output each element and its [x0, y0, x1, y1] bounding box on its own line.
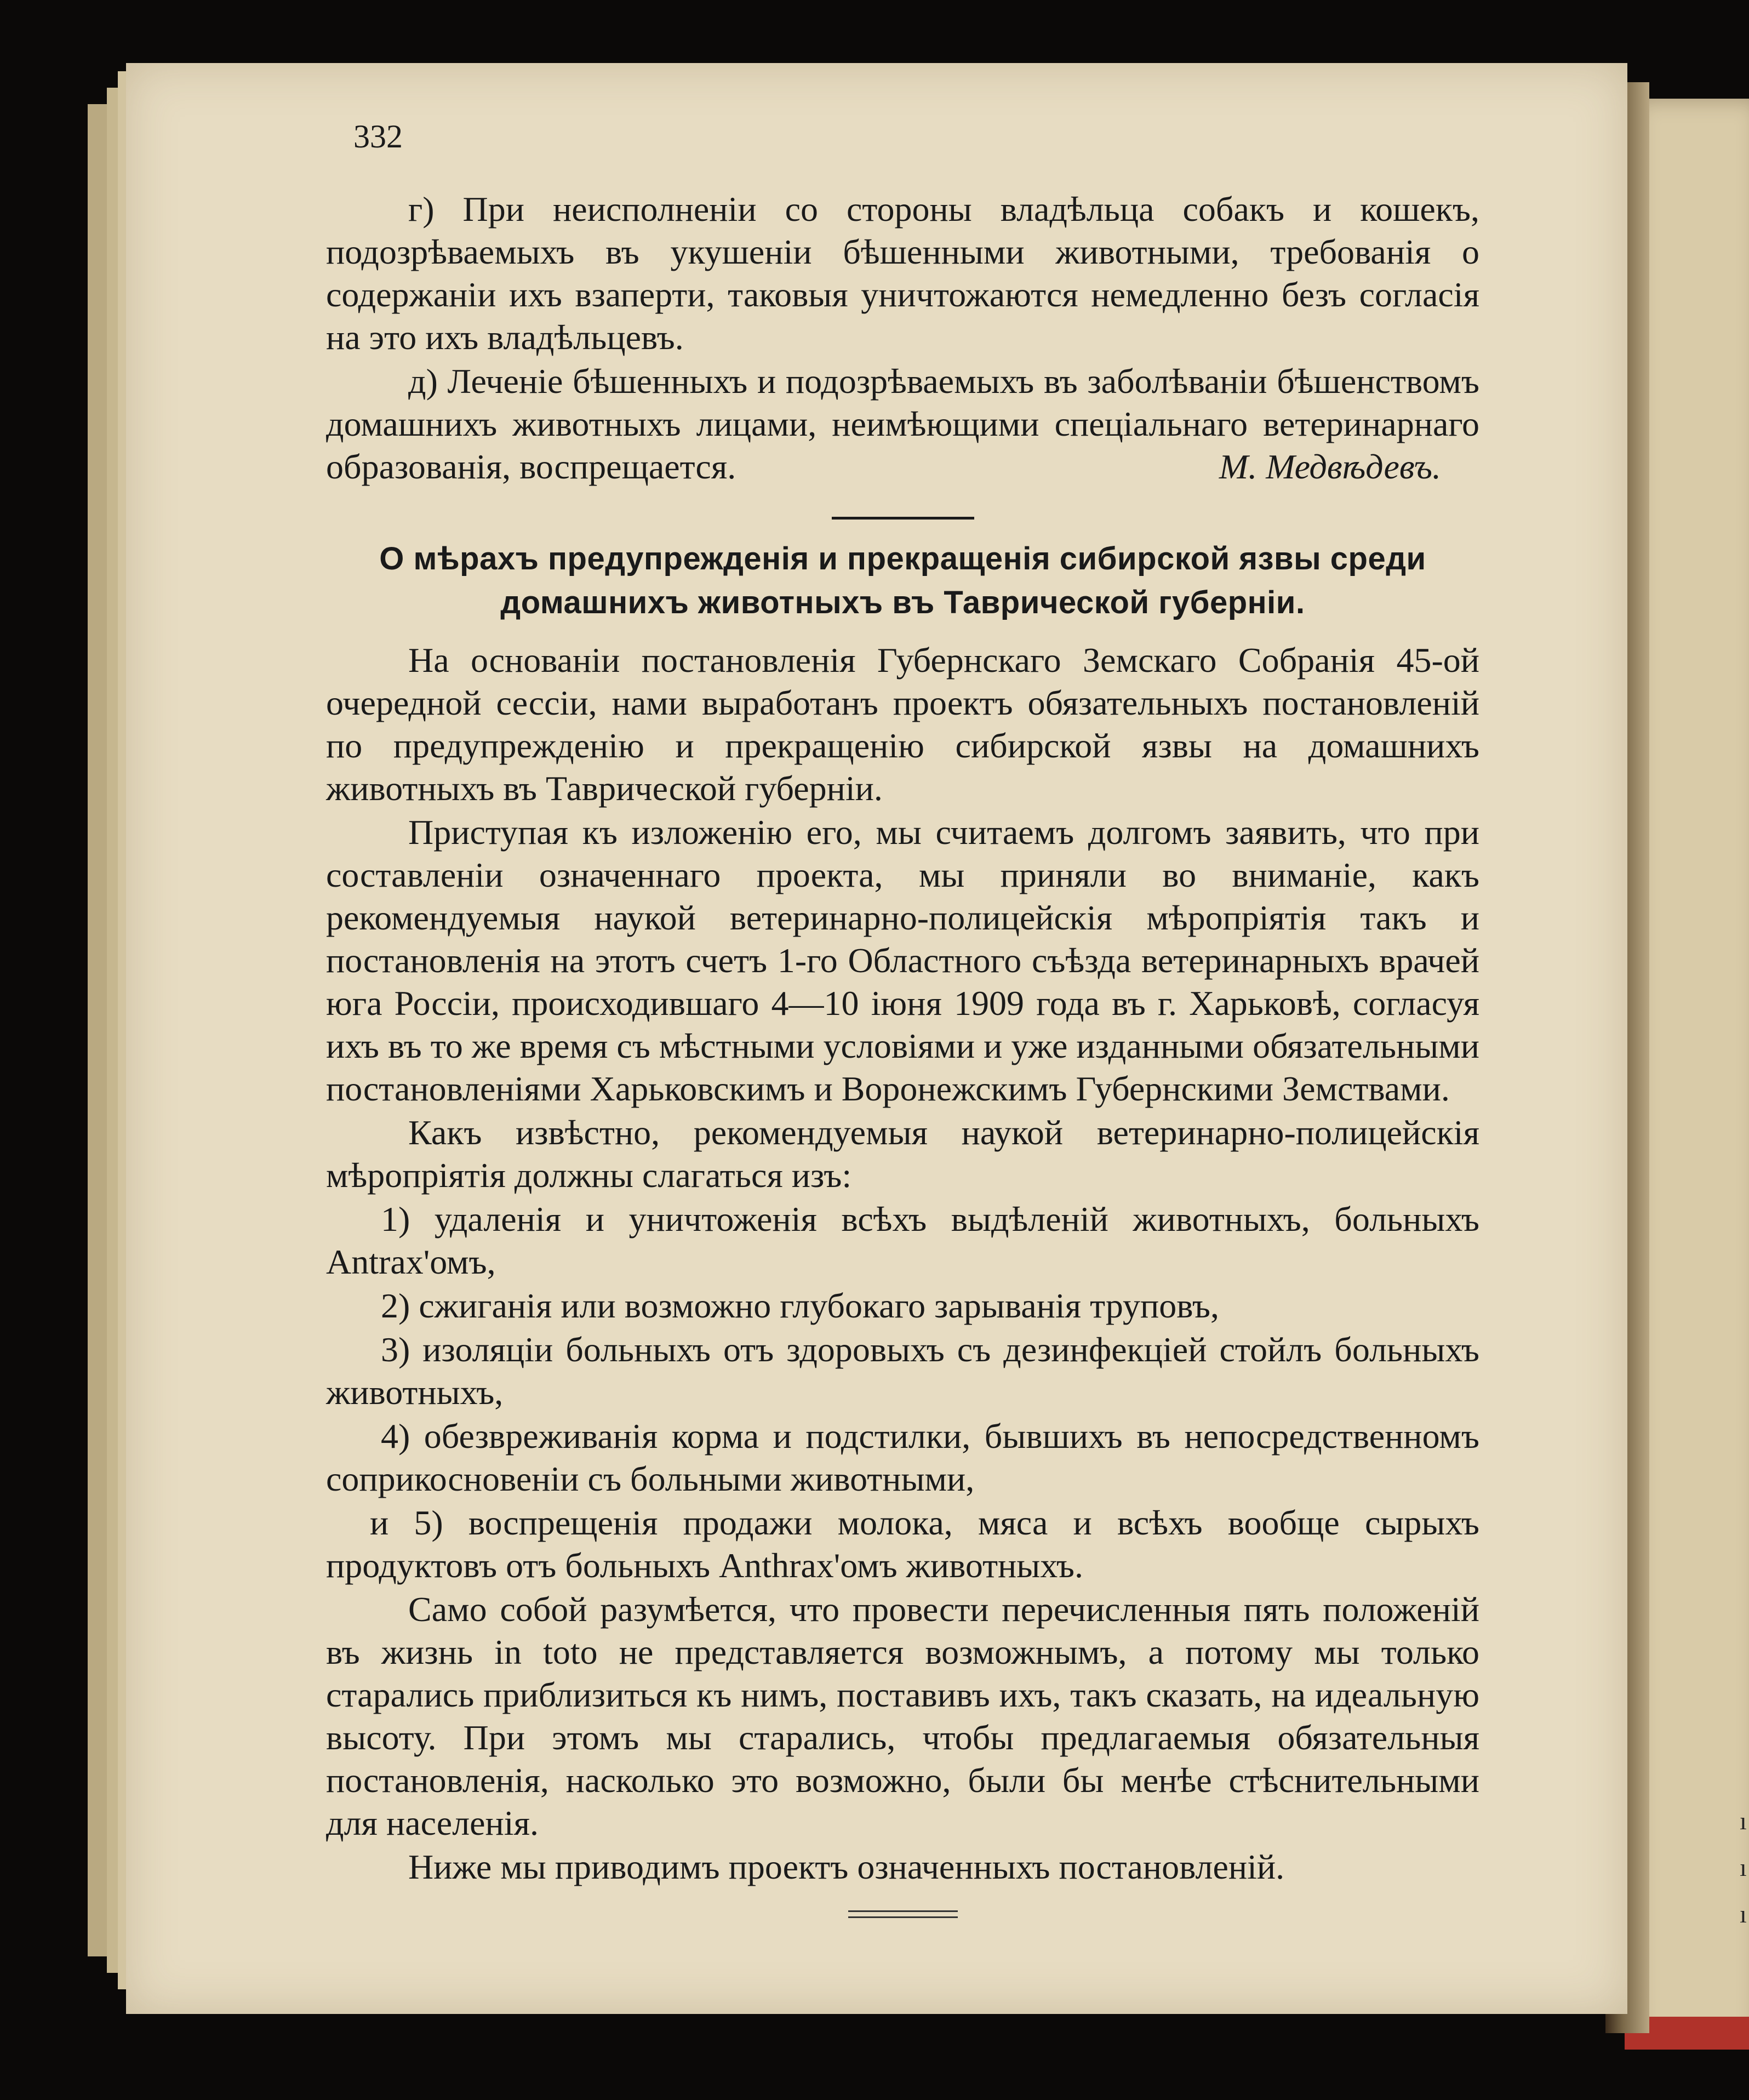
- list-item: 3) изоляціи больныхъ отъ здоровыхъ съ дезинфекціей стойлъ больныхъ животныхъ,: [326, 1330, 1479, 1412]
- body-paragraph-5: Ниже мы приводимъ проектъ означенныхъ постановленій.: [408, 1847, 1285, 1886]
- paragraph-d: [326, 360, 1479, 488]
- body-paragraph-1: На основаніи постановленія Губернскаго Земскаго Собранія 45-ой очередной сессіи, нами выработанъ проектъ обязательныхъ постановленій по предупрежденію и прекращенію сибирской язвы на домашнихъ животныхъ въ Таврической губерніи.: [326, 641, 1479, 808]
- body-paragraph-4: Само собой разумѣется, что провести перечисленныя пять положеній въ жизнь in toto не представляется возможнымъ, а потому мы только старались приблизиться къ нимъ, поставивъ ихъ, такъ сказать, на идеальную высоту. При этомъ мы старались, чтобы предлагаемыя обязательныя постановленія, насколько это возможно, были бы менѣе стѣснительными для населенія.: [326, 1590, 1479, 1842]
- article-heading: О мѣрахъ предупрежденія и прекращенія сибирской язвы среди домашнихъ животныхъ въ Таврической губерніи.: [379, 541, 1426, 620]
- section-divider: [832, 517, 974, 520]
- body-paragraph-2: Приступая къ изложенію его, мы считаемъ долгомъ заявить, что при составленіи означеннаго проекта, мы приняли во вниманіе, какъ рекомендуемыя наукой ветеринарно-полицейскія мѣропріятія такъ и постановленія на этотъ счетъ 1-го Областного съѣзда ветеринарныхъ врачей юга Россіи, происходившаго 4—10 іюня 1909 года въ г. Харьковѣ, согласуя ихъ въ то же время съ мѣстными условіями и уже изданными обязательными постановленіями Харьковскимъ и Воронежскимъ Губернскими Земствами.: [326, 813, 1479, 1108]
- list-item: и 5) воспрещенія продажи молока, мяса и всѣхъ вообще сырыхъ продуктовъ отъ больныхъ Anthrax'омъ животныхъ.: [326, 1503, 1479, 1585]
- list-item: 1) удаленія и уничтоженія всѣхъ выдѣленій животныхъ, больныхъ Antrax'омъ,: [326, 1200, 1479, 1281]
- facing-page-marks: ı ı ı: [1740, 1807, 1747, 1928]
- page-content: [326, 115, 1479, 1922]
- list-item: 2) сжиганія или возможно глубокаго зарыванія труповъ,: [381, 1286, 1219, 1325]
- body-paragraph-3: Какъ извѣстно, рекомендуемыя наукой ветеринарно-полицейскія мѣропріятія должны слагаться изъ:: [326, 1113, 1479, 1195]
- list-item: 4) обезвреживанія корма и подстилки, бывшихъ въ непосредственномъ соприкосновеніи съ больными животными,: [326, 1417, 1479, 1498]
- author-signature: М. Медвѣдевъ.: [1219, 447, 1441, 486]
- end-divider: [848, 1910, 958, 1918]
- paragraph-g: г) При неисполненіи со стороны владѣльца собакъ и кошекъ, подозрѣваемыхъ въ укушеніи бѣшенными животными, требованія о содержаніи ихъ взаперти, таковыя уничтожаются немедленно безъ согласія на это ихъ владѣльцевъ.: [326, 190, 1479, 357]
- paragraph-d-text: д) Леченіе бѣшенныхъ и подозрѣваемыхъ въ заболѣваніи бѣшенствомъ домашнихъ животныхъ лицами, неимѣющими спеціальнаго ветеринарнаго образованія, воспрещается.: [326, 362, 1479, 486]
- page-number: 332: [353, 118, 403, 155]
